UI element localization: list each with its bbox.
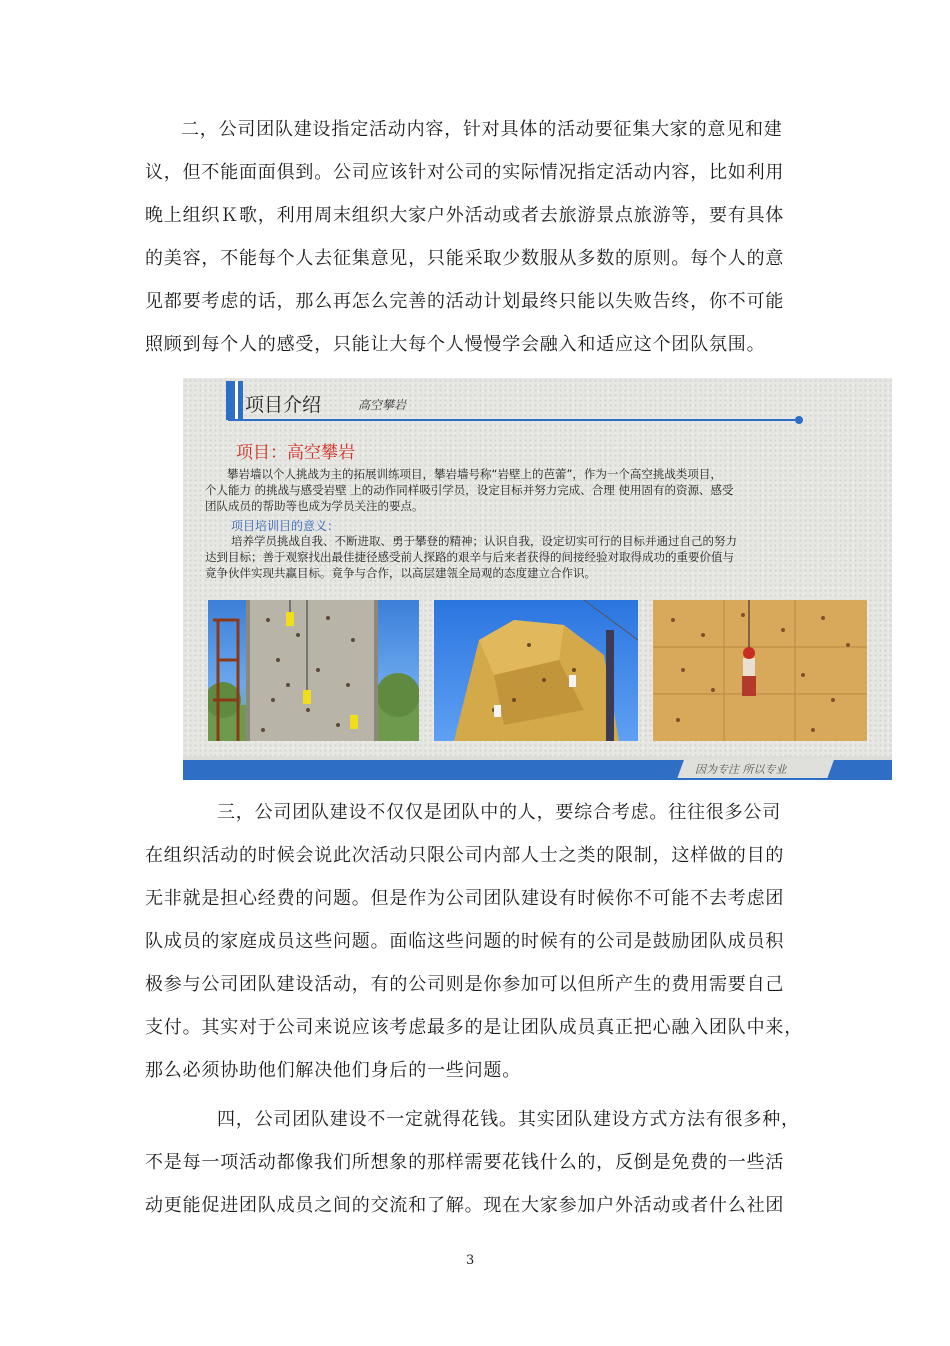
paragraph-line: 照顾到每个人的感受，只能让大每个人慢慢学会融入和适应这个团队氛围。 <box>145 334 766 355</box>
significance-line: 达到目标；善于观察找出最佳捷径感受前人探路的艰辛与后来者获得的间接经验对取得成功的重要价值与 <box>205 550 734 564</box>
intro-line: 团队成员的帮助等也成为学员关注的要点。 <box>205 499 424 513</box>
paragraph-line: 支付。其实对于公司来说应该考虑最多的是让团队成员真正把心融入团队中来， <box>145 1017 803 1038</box>
footer-slogan: 因为专注 所以专业 <box>695 763 787 776</box>
paragraph-line: 见都要考虑的话，那么再怎么完善的活动计划最终只能以失败告终，你不可能 <box>145 291 785 312</box>
significance-line: 培养学员挑战自我、不断进取、勇于攀登的精神；认识自我，设定切实可行的目标并通过自己的努力 <box>231 534 737 548</box>
slide-title: 项目介绍 <box>245 394 322 416</box>
paragraph-line: 那么必须协助他们解决他们身后的一些问题。 <box>145 1060 521 1081</box>
title-underline <box>228 419 798 421</box>
significance-line: 竟争伙伴实现共赢目标。竟争与合作，以高层建瓴全局观的态度建立合作识。 <box>205 566 596 580</box>
paragraph-line: 三，公司团队建设不仅仅是团队中的人，要综合考虑。往往很多公司 <box>217 802 781 823</box>
paragraph-line: 四，公司团队建设不一定就得花钱。其实团队建设方式方法有很多种， <box>217 1109 800 1130</box>
intro-line: 个人能力 的挑战与感受岩壁 上的动作同样吸引学员，设定目标并努力完成、合理 使用固有的资源、感受 <box>205 483 734 497</box>
rock-climbing-slide-image <box>183 378 892 780</box>
slide-subtitle: 高空攀岩 <box>358 398 407 412</box>
paragraph-line: 二，公司团队建设指定活动内容，针对具体的活动要征集大家的意见和建 <box>181 119 783 140</box>
climbing-tower-photo <box>208 600 419 741</box>
paragraph-line: 极参与公司团队建设活动，有的公司则是你参加可以但所产生的费用需要自己 <box>145 974 785 995</box>
paragraph-line: 不是每一项活动都像我们所想象的那样需要花钱什么的，反倒是免费的一些活 <box>145 1152 785 1173</box>
paragraph-line: 晚上组织Ｋ歌，利用周末组织大家户外活动或者去旅游景点旅游等，要有具体 <box>145 205 785 226</box>
project-heading: 项目：高空攀岩 <box>236 443 355 463</box>
title-accent-stripe <box>235 381 238 420</box>
project-intro <box>205 466 845 514</box>
paragraph-3 <box>145 791 805 1092</box>
significance-text <box>205 533 845 581</box>
intro-line: 攀岩墙以个人挑战为主的拓展训练项目，攀岩墙号称“岩壁上的芭蕾”，作为一个高空挑战类项目， <box>227 467 722 481</box>
natural-climbing-wall-photo <box>434 600 638 741</box>
paragraph-line: 议，但不能面面俱到。公司应该针对公司的实际情况指定活动内容，比如利用 <box>145 162 785 183</box>
indoor-climbing-wall-photo <box>653 600 867 741</box>
paragraph-line: 动更能促进团队成员之间的交流和了解。现在大家参加户外活动或者什么社团 <box>145 1195 785 1216</box>
paragraph-line: 的美容，不能每个人去征集意见，只能采取少数服从多数的原则。每个人的意 <box>145 248 785 269</box>
paragraph-line: 无非就是担心经费的问题。但是作为公司团队建设有时候你不可能不去考虑团 <box>145 888 785 909</box>
paragraph-4 <box>145 1098 805 1227</box>
page-number: 3 <box>466 1253 475 1268</box>
paragraph-line: 在组织活动的时候会说此次活动只限公司内部人士之类的限制，这样做的目的 <box>145 845 785 866</box>
paragraph-line: 队成员的家庭成员这些问题。面临这些问题的时候有的公司是鼓励团队成员积 <box>145 931 785 952</box>
significance-heading: 项目培训目的意义： <box>231 519 340 533</box>
paragraph-2 <box>145 108 805 366</box>
title-underline-dot <box>795 416 803 424</box>
